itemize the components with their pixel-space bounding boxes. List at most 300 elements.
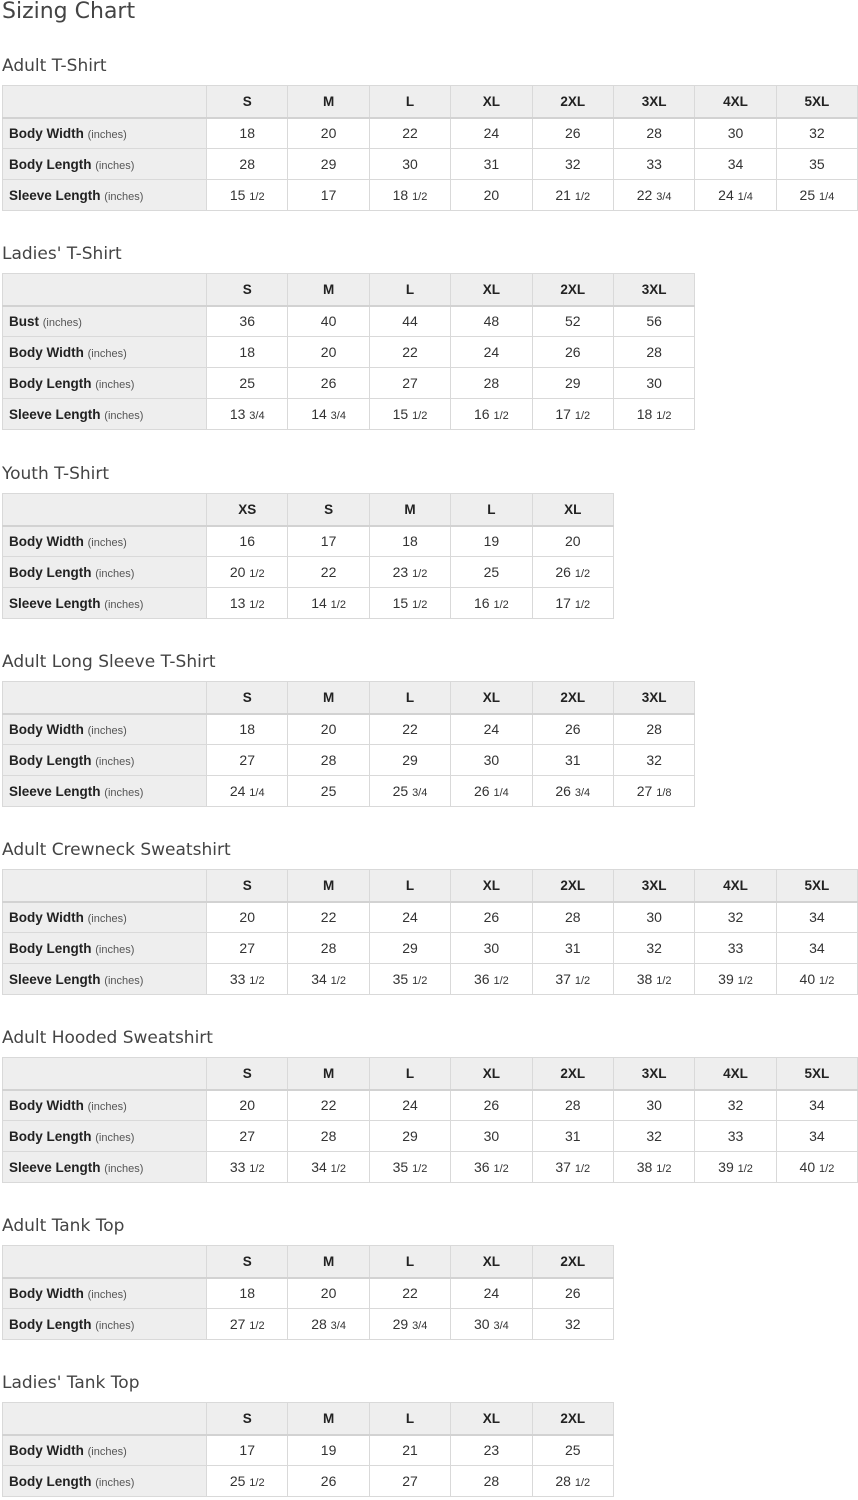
value-whole: 26 xyxy=(320,375,337,391)
value-fraction: 1/2 xyxy=(574,975,591,987)
measurement-cell xyxy=(369,745,450,776)
measurement-cell xyxy=(451,714,532,745)
measurement-cell xyxy=(369,588,450,619)
measurement-cell xyxy=(451,1152,532,1183)
unit-label: (inches) xyxy=(87,912,127,925)
size-header: XL xyxy=(451,870,532,902)
value-fraction: 1/2 xyxy=(819,1163,835,1175)
header-corner-cell xyxy=(3,1403,207,1435)
measurement-cell xyxy=(695,1121,776,1152)
value-fraction: 3/4 xyxy=(412,1320,428,1332)
measurement-cell xyxy=(532,180,613,211)
value-fraction: 1/2 xyxy=(330,1163,346,1175)
unit-label: (inches) xyxy=(87,347,127,360)
value-whole: 24 xyxy=(483,344,500,360)
value-whole: 33 xyxy=(727,1128,744,1144)
value-whole: 16 xyxy=(473,406,490,422)
value-whole: 22 xyxy=(402,721,418,738)
measurement-cell xyxy=(776,1121,857,1152)
size-header: 2XL xyxy=(532,1058,613,1090)
value-fraction: 3/4 xyxy=(249,410,265,422)
size-header: 2XL xyxy=(532,1403,613,1435)
measurement-cell xyxy=(288,368,369,399)
value-fraction: 1/2 xyxy=(574,1163,591,1175)
size-section xyxy=(2,464,614,619)
section-title: Ladies' Tank Top xyxy=(2,1373,140,1393)
value-whole: 26 xyxy=(555,564,571,580)
measurement-cell xyxy=(288,588,369,619)
size-section xyxy=(2,56,858,211)
row-label xyxy=(3,1121,207,1152)
measurement-name: Body Length xyxy=(9,752,92,768)
measurement-cell xyxy=(288,1309,369,1340)
row-label xyxy=(3,964,207,995)
value-whole: 44 xyxy=(402,313,418,330)
row-label xyxy=(3,776,207,807)
size-section xyxy=(2,1028,858,1183)
table-row xyxy=(3,368,695,399)
measurement-cell xyxy=(369,933,450,964)
measurement-cell xyxy=(288,902,369,933)
value-whole: 34 xyxy=(809,940,825,956)
value-whole: 18 xyxy=(636,406,653,422)
unit-label: (inches) xyxy=(95,567,135,580)
value-whole: 32 xyxy=(809,125,825,142)
value-whole: 19 xyxy=(320,1442,337,1459)
value-whole: 26 xyxy=(473,783,490,799)
unit-label: (inches) xyxy=(87,1445,127,1458)
size-header: M xyxy=(288,1058,369,1090)
measurement-cell xyxy=(288,1278,369,1309)
unit-label: (inches) xyxy=(42,316,82,329)
measurement-cell xyxy=(451,1466,532,1497)
value-fraction: 3/4 xyxy=(412,787,428,799)
measurement-cell xyxy=(369,526,450,557)
value-whole: 39 xyxy=(718,971,734,987)
value-whole: 37 xyxy=(555,971,571,987)
unit-label: (inches) xyxy=(95,378,135,391)
size-table xyxy=(2,1402,614,1497)
value-whole: 37 xyxy=(555,1159,571,1175)
measurement-cell xyxy=(532,588,613,619)
value-fraction: 1/2 xyxy=(574,599,591,611)
size-header: XL xyxy=(532,494,613,526)
measurement-cell xyxy=(288,337,369,368)
row-label xyxy=(3,902,207,933)
measurement-cell xyxy=(288,964,369,995)
table-row xyxy=(3,1121,858,1152)
value-fraction: 1/2 xyxy=(249,1163,265,1175)
measurement-cell xyxy=(532,902,613,933)
size-section xyxy=(2,652,695,807)
table-row xyxy=(3,1466,614,1497)
measurement-cell xyxy=(288,399,369,430)
measurement-cell xyxy=(532,1309,613,1340)
value-whole: 17 xyxy=(320,187,337,203)
unit-label: (inches) xyxy=(104,409,144,422)
value-fraction: 1/4 xyxy=(249,787,265,799)
measurement-cell xyxy=(207,1278,288,1309)
measurement-name: Body Width xyxy=(9,1442,84,1458)
measurement-cell xyxy=(532,776,613,807)
row-label xyxy=(3,180,207,211)
measurement-cell xyxy=(207,714,288,745)
value-whole: 22 xyxy=(402,344,418,360)
measurement-cell xyxy=(207,118,288,149)
row-label xyxy=(3,149,207,180)
measurement-cell xyxy=(532,1121,613,1152)
value-whole: 30 xyxy=(473,1316,490,1332)
value-whole: 34 xyxy=(311,971,327,987)
measurement-cell xyxy=(288,1152,369,1183)
table-row xyxy=(3,1152,858,1183)
value-fraction: 1/2 xyxy=(249,1320,265,1332)
value-whole: 20 xyxy=(320,1285,337,1302)
measurement-cell xyxy=(613,933,694,964)
value-fraction: 1/2 xyxy=(493,1163,509,1175)
unit-label: (inches) xyxy=(95,1131,135,1144)
unit-label: (inches) xyxy=(95,159,135,172)
measurement-cell xyxy=(369,1121,450,1152)
measurement-cell xyxy=(451,964,532,995)
measurement-cell xyxy=(532,337,613,368)
value-whole: 28 xyxy=(320,752,337,768)
measurement-cell xyxy=(207,399,288,430)
value-whole: 26 xyxy=(320,1473,337,1489)
measurement-cell xyxy=(613,776,694,807)
size-header: 5XL xyxy=(776,86,857,118)
row-label xyxy=(3,368,207,399)
size-header: M xyxy=(288,1403,369,1435)
measurement-cell xyxy=(613,1152,694,1183)
measurement-cell xyxy=(532,306,613,337)
measurement-cell xyxy=(288,1435,369,1466)
size-header: XL xyxy=(451,1403,532,1435)
measurement-cell xyxy=(451,557,532,588)
value-whole: 35 xyxy=(809,156,825,172)
measurement-cell xyxy=(613,902,694,933)
measurement-cell xyxy=(776,902,857,933)
measurement-cell xyxy=(613,180,694,211)
measurement-cell xyxy=(451,1121,532,1152)
size-header: XL xyxy=(451,274,532,306)
value-whole: 24 xyxy=(229,783,246,799)
value-whole: 32 xyxy=(646,940,662,956)
value-whole: 30 xyxy=(402,156,418,172)
value-whole: 28 xyxy=(564,909,581,926)
value-whole: 40 xyxy=(799,1159,816,1175)
value-whole: 20 xyxy=(239,1097,255,1114)
value-whole: 23 xyxy=(392,564,409,580)
size-header: 2XL xyxy=(532,274,613,306)
size-header: M xyxy=(369,494,450,526)
value-whole: 33 xyxy=(646,156,662,172)
measurement-cell xyxy=(451,1435,532,1466)
measurement-name: Sleeve Length xyxy=(9,406,101,422)
value-whole: 33 xyxy=(229,971,246,987)
measurement-cell xyxy=(532,1090,613,1121)
measurement-cell xyxy=(207,964,288,995)
size-table xyxy=(2,1245,614,1340)
measurement-cell xyxy=(369,180,450,211)
measurement-cell xyxy=(532,368,613,399)
measurement-cell xyxy=(207,368,288,399)
value-whole: 29 xyxy=(402,752,418,768)
value-fraction: 3/4 xyxy=(330,1320,346,1332)
section-title: Adult T-Shirt xyxy=(2,56,107,76)
measurement-cell xyxy=(613,1121,694,1152)
size-header: L xyxy=(369,870,450,902)
unit-label: (inches) xyxy=(104,786,144,799)
value-whole: 31 xyxy=(564,1128,581,1144)
measurement-cell xyxy=(451,1278,532,1309)
value-whole: 20 xyxy=(483,187,500,203)
value-whole: 30 xyxy=(483,752,500,768)
value-fraction: 3/4 xyxy=(574,787,591,799)
value-whole: 14 xyxy=(311,406,327,422)
measurement-cell xyxy=(451,933,532,964)
size-header: S xyxy=(207,1403,288,1435)
unit-label: (inches) xyxy=(104,598,144,611)
value-whole: 20 xyxy=(229,564,246,580)
size-header: S xyxy=(207,1058,288,1090)
measurement-cell xyxy=(288,118,369,149)
value-whole: 28 xyxy=(320,940,337,956)
header-row xyxy=(3,86,858,118)
measurement-cell xyxy=(695,1090,776,1121)
header-row xyxy=(3,494,614,526)
value-whole: 31 xyxy=(483,156,500,172)
value-whole: 28 xyxy=(564,1097,581,1114)
value-fraction: 1/8 xyxy=(656,787,672,799)
value-whole: 28 xyxy=(311,1316,327,1332)
measurement-name: Sleeve Length xyxy=(9,1159,101,1175)
value-fraction: 1/2 xyxy=(412,975,428,987)
unit-label: (inches) xyxy=(87,128,127,141)
value-whole: 35 xyxy=(392,1159,409,1175)
value-fraction: 1/2 xyxy=(249,191,265,203)
value-fraction: 1/2 xyxy=(656,410,672,422)
value-fraction: 1/2 xyxy=(493,975,509,987)
value-whole: 15 xyxy=(229,187,246,203)
value-whole: 26 xyxy=(483,1097,500,1114)
row-label xyxy=(3,714,207,745)
measurement-cell xyxy=(207,776,288,807)
page-title: Sizing Chart xyxy=(2,0,136,24)
size-header: L xyxy=(369,1246,450,1278)
measurement-cell xyxy=(532,745,613,776)
unit-label: (inches) xyxy=(95,755,135,768)
value-whole: 26 xyxy=(564,721,581,738)
value-whole: 30 xyxy=(727,125,744,142)
value-fraction: 1/2 xyxy=(330,599,346,611)
measurement-cell xyxy=(369,776,450,807)
measurement-name: Body Length xyxy=(9,1128,92,1144)
value-whole: 22 xyxy=(402,125,418,142)
value-whole: 26 xyxy=(564,125,581,142)
value-whole: 25 xyxy=(229,1473,246,1489)
value-fraction: 1/2 xyxy=(574,191,591,203)
row-label xyxy=(3,1466,207,1497)
row-label xyxy=(3,557,207,588)
unit-label: (inches) xyxy=(87,1288,127,1301)
value-whole: 20 xyxy=(320,721,337,738)
value-whole: 14 xyxy=(311,595,327,611)
measurement-name: Body Width xyxy=(9,721,84,737)
row-label xyxy=(3,526,207,557)
measurement-name: Body Length xyxy=(9,375,92,391)
value-whole: 29 xyxy=(402,1128,418,1144)
header-corner-cell xyxy=(3,1058,207,1090)
measurement-cell xyxy=(613,149,694,180)
value-fraction: 1/2 xyxy=(574,410,591,422)
value-whole: 32 xyxy=(727,1097,744,1114)
value-whole: 32 xyxy=(646,752,662,768)
size-header: 4XL xyxy=(695,870,776,902)
measurement-cell xyxy=(532,964,613,995)
measurement-cell xyxy=(451,776,532,807)
value-whole: 28 xyxy=(646,344,662,360)
value-fraction: 1/2 xyxy=(493,599,509,611)
value-fraction: 1/2 xyxy=(330,975,346,987)
measurement-name: Body Width xyxy=(9,1097,84,1113)
size-header: M xyxy=(288,1246,369,1278)
size-header: L xyxy=(369,86,450,118)
measurement-cell xyxy=(451,306,532,337)
value-whole: 33 xyxy=(229,1159,246,1175)
unit-label: (inches) xyxy=(104,1162,144,1175)
row-label xyxy=(3,399,207,430)
value-whole: 52 xyxy=(564,313,581,330)
measurement-name: Body Length xyxy=(9,564,92,580)
row-label xyxy=(3,588,207,619)
measurement-cell xyxy=(532,1278,613,1309)
measurement-cell xyxy=(369,399,450,430)
size-header: XL xyxy=(451,1058,532,1090)
value-whole: 25 xyxy=(483,564,500,580)
value-whole: 24 xyxy=(402,909,418,926)
header-row xyxy=(3,870,858,902)
measurement-cell xyxy=(288,933,369,964)
value-whole: 20 xyxy=(320,344,337,360)
size-header: M xyxy=(288,86,369,118)
value-fraction: 3/4 xyxy=(656,191,672,203)
measurement-cell xyxy=(451,180,532,211)
measurement-cell xyxy=(207,306,288,337)
value-whole: 34 xyxy=(727,156,744,172)
measurement-name: Bust xyxy=(9,313,39,329)
value-whole: 25 xyxy=(392,783,409,799)
row-label xyxy=(3,1278,207,1309)
measurement-cell xyxy=(207,1309,288,1340)
unit-label: (inches) xyxy=(95,1476,135,1489)
value-whole: 21 xyxy=(555,187,571,203)
measurement-name: Sleeve Length xyxy=(9,783,101,799)
value-fraction: 1/2 xyxy=(656,1163,672,1175)
measurement-cell xyxy=(207,337,288,368)
value-whole: 28 xyxy=(483,375,500,391)
row-label xyxy=(3,1309,207,1340)
size-table xyxy=(2,85,858,211)
size-header: XL xyxy=(451,1246,532,1278)
measurement-name: Body Width xyxy=(9,125,84,141)
value-fraction: 3/4 xyxy=(330,410,346,422)
measurement-name: Body Width xyxy=(9,1285,84,1301)
header-corner-cell xyxy=(3,682,207,714)
value-whole: 18 xyxy=(402,533,418,550)
measurement-cell xyxy=(695,964,776,995)
value-fraction: 1/2 xyxy=(412,599,428,611)
measurement-cell xyxy=(695,1152,776,1183)
value-fraction: 1/2 xyxy=(656,975,672,987)
measurement-name: Body Length xyxy=(9,1473,92,1489)
measurement-name: Body Width xyxy=(9,533,84,549)
measurement-cell xyxy=(613,964,694,995)
size-section xyxy=(2,1216,614,1340)
measurement-cell xyxy=(451,588,532,619)
measurement-cell xyxy=(776,933,857,964)
section-title: Adult Hooded Sweatshirt xyxy=(2,1028,213,1048)
table-row xyxy=(3,964,858,995)
measurement-cell xyxy=(695,933,776,964)
value-whole: 30 xyxy=(646,375,662,391)
value-whole: 56 xyxy=(646,313,662,330)
header-corner-cell xyxy=(3,274,207,306)
measurement-name: Body Length xyxy=(9,1316,92,1332)
row-label xyxy=(3,337,207,368)
value-fraction: 3/4 xyxy=(493,1320,509,1332)
value-whole: 28 xyxy=(483,1473,500,1489)
measurement-cell xyxy=(288,776,369,807)
value-whole: 21 xyxy=(402,1442,418,1459)
measurement-cell xyxy=(532,399,613,430)
size-header: L xyxy=(369,274,450,306)
value-whole: 24 xyxy=(718,187,734,203)
size-header: 2XL xyxy=(532,86,613,118)
size-header: 2XL xyxy=(532,682,613,714)
value-fraction: 1/2 xyxy=(412,191,428,203)
row-label xyxy=(3,933,207,964)
measurement-cell xyxy=(613,1090,694,1121)
measurement-cell xyxy=(207,1090,288,1121)
unit-label: (inches) xyxy=(104,190,144,203)
table-row xyxy=(3,1435,614,1466)
table-row xyxy=(3,714,695,745)
measurement-cell xyxy=(776,1090,857,1121)
value-whole: 22 xyxy=(320,909,337,926)
table-row xyxy=(3,180,858,211)
value-whole: 26 xyxy=(564,1285,581,1302)
value-whole: 22 xyxy=(636,187,653,203)
measurement-cell xyxy=(695,902,776,933)
measurement-cell xyxy=(369,1466,450,1497)
value-fraction: 1/4 xyxy=(493,787,509,799)
row-label xyxy=(3,745,207,776)
section-title: Adult Crewneck Sweatshirt xyxy=(2,840,231,860)
size-header: L xyxy=(369,1403,450,1435)
value-fraction: 1/2 xyxy=(574,1477,591,1489)
header-corner-cell xyxy=(3,494,207,526)
value-whole: 28 xyxy=(646,125,662,142)
table-row xyxy=(3,1278,614,1309)
measurement-cell xyxy=(532,526,613,557)
section-title: Adult Tank Top xyxy=(2,1216,125,1236)
value-whole: 27 xyxy=(239,940,255,956)
measurement-cell xyxy=(288,1121,369,1152)
table-row xyxy=(3,306,695,337)
measurement-cell xyxy=(369,368,450,399)
size-header: 3XL xyxy=(613,682,694,714)
